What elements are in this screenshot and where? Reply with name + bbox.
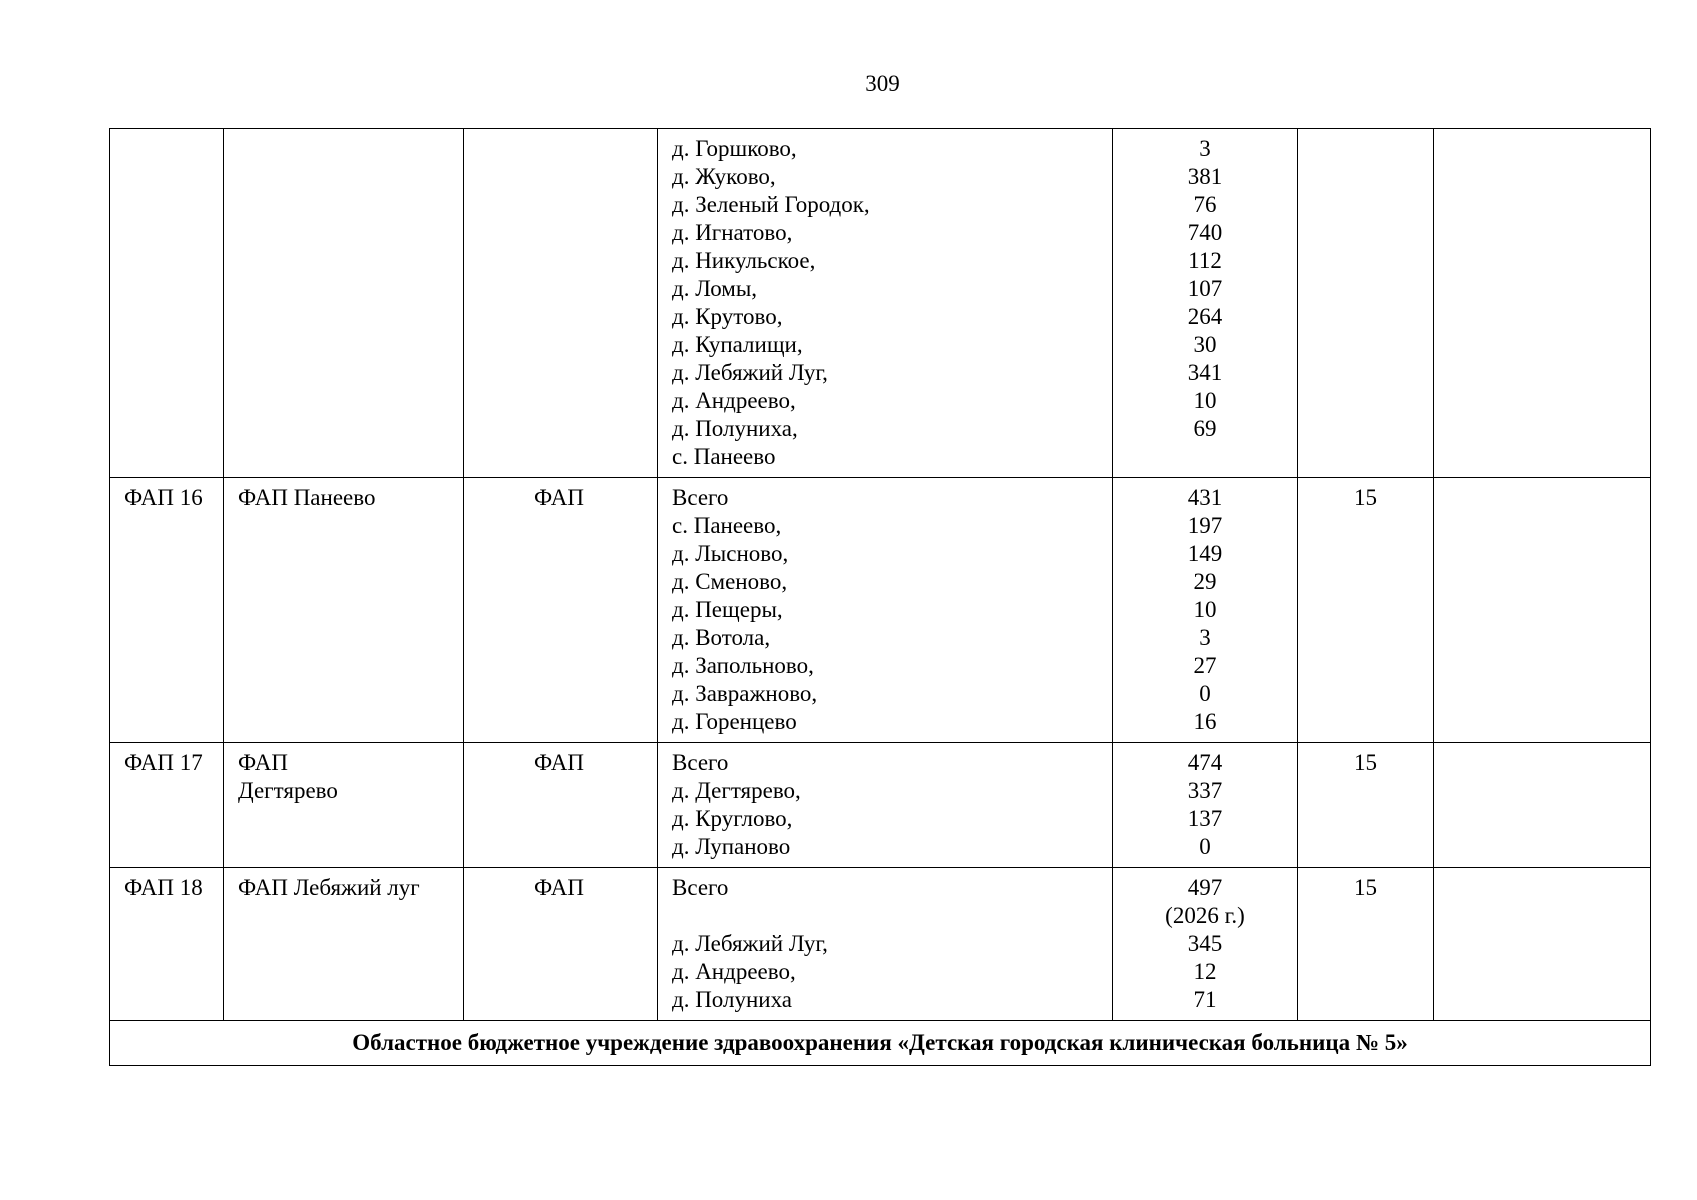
- notes-cell: [1434, 743, 1651, 868]
- settlement-name: [672, 902, 1112, 930]
- population-value: 10: [1193, 597, 1217, 622]
- settlement-name: д. Горшково,: [672, 136, 797, 161]
- settlement-name: с. Панеево,: [672, 513, 782, 538]
- settlement-name: д. Горенцево: [672, 709, 797, 734]
- notes-cell: [1434, 129, 1651, 478]
- table-row: [110, 478, 1651, 743]
- settlements-cell: [658, 743, 1113, 868]
- radius-cell: 15: [1298, 743, 1434, 868]
- facility-name-line: ФАП Панеево: [238, 485, 376, 510]
- facility-code-cell: ФАП 16: [110, 478, 224, 743]
- settlement-name: д. Лебяжий Луг,: [672, 360, 828, 385]
- table-row: [110, 868, 1651, 1021]
- organization-name: Областное бюджетное учреждение здравоохранения «Детская городская клиническая больница № 5»: [110, 1021, 1651, 1066]
- settlement-name: Всего: [672, 750, 729, 775]
- population-value: 0: [1199, 681, 1211, 706]
- table-row: [110, 743, 1651, 868]
- settlement-name: д. Игнатово,: [672, 220, 793, 245]
- population-value: [1113, 443, 1297, 471]
- facilities-table: [109, 128, 1651, 1066]
- facility-name-line: ФАП Лебяжий луг: [238, 875, 420, 900]
- settlements-cell: [658, 868, 1113, 1021]
- table-body: [110, 129, 1651, 1021]
- facility-name-line: ФАП: [238, 750, 288, 775]
- settlement-name: д. Андреево,: [672, 388, 796, 413]
- settlement-name: д. Круглово,: [672, 806, 793, 831]
- radius-cell: [1298, 129, 1434, 478]
- settlement-name: д. Купалищи,: [672, 332, 803, 357]
- population-value: 341: [1187, 360, 1223, 385]
- radius-cell: 15: [1298, 868, 1434, 1021]
- population-value: 3: [1199, 625, 1211, 650]
- population-value: 381: [1187, 164, 1223, 189]
- facility-code-cell: ФАП 18: [110, 868, 224, 1021]
- settlement-name: д. Лупаново: [672, 834, 791, 859]
- population-value: 76: [1193, 192, 1217, 217]
- population-value: 497: [1187, 875, 1223, 900]
- settlement-name: д. Запольново,: [672, 653, 814, 678]
- settlement-name: д. Андреево,: [672, 959, 796, 984]
- organization-row: [110, 1021, 1651, 1066]
- population-value: (2026 г.): [1165, 903, 1245, 928]
- population-value: 112: [1188, 248, 1222, 273]
- population-value: 10: [1193, 388, 1217, 413]
- facility-type-cell: [464, 129, 658, 478]
- population-value: 3: [1199, 136, 1211, 161]
- settlement-name: д. Лысново,: [672, 541, 789, 566]
- population-value: 29: [1193, 569, 1217, 594]
- population-value: 197: [1187, 513, 1223, 538]
- settlement-name: Всего: [672, 485, 729, 510]
- population-cell: [1113, 743, 1298, 868]
- population-value: 264: [1187, 304, 1223, 329]
- facility-name-cell: [224, 129, 464, 478]
- settlement-name: д. Никульское,: [672, 248, 816, 273]
- settlement-name: д. Зеленый Городок,: [672, 192, 870, 217]
- table-row: [110, 129, 1651, 478]
- settlement-name: с. Панеево: [672, 444, 776, 469]
- notes-cell: [1434, 478, 1651, 743]
- settlement-name: д. Полуниха: [672, 987, 793, 1012]
- population-value: 149: [1187, 541, 1223, 566]
- facility-code-cell: [110, 129, 224, 478]
- population-value: 0: [1199, 834, 1211, 859]
- population-cell: [1113, 129, 1298, 478]
- population-value: 71: [1193, 987, 1217, 1012]
- population-cell: [1113, 868, 1298, 1021]
- population-value: 137: [1187, 806, 1223, 831]
- population-value: 474: [1187, 750, 1223, 775]
- facility-type-cell: ФАП: [464, 868, 658, 1021]
- population-cell: [1113, 478, 1298, 743]
- population-value: 740: [1187, 220, 1223, 245]
- notes-cell: [1434, 868, 1651, 1021]
- settlement-name: д. Вотола,: [672, 625, 771, 650]
- population-value: 27: [1193, 653, 1217, 678]
- settlement-name: д. Сменово,: [672, 569, 788, 594]
- settlements-cell: [658, 478, 1113, 743]
- population-value: 30: [1193, 332, 1217, 357]
- facility-name-cell: [224, 868, 464, 1021]
- facility-type-cell: ФАП: [464, 478, 658, 743]
- settlement-name: д. Жуково,: [672, 164, 776, 189]
- population-value: 337: [1187, 778, 1223, 803]
- population-value: 16: [1193, 709, 1217, 734]
- population-value: 12: [1193, 959, 1217, 984]
- settlement-name: д. Ломы,: [672, 276, 758, 301]
- settlement-name: д. Дегтярево,: [672, 778, 801, 803]
- radius-cell: 15: [1298, 478, 1434, 743]
- facility-type-cell: ФАП: [464, 743, 658, 868]
- facility-name-cell: [224, 478, 464, 743]
- settlement-name: д. Полуниха,: [672, 416, 798, 441]
- settlement-name: д. Крутово,: [672, 304, 783, 329]
- page-number: 309: [865, 71, 900, 96]
- population-value: 69: [1193, 416, 1217, 441]
- population-value: 431: [1187, 485, 1223, 510]
- facility-name-line: Дегтярево: [238, 778, 338, 803]
- settlement-name: д. Лебяжий Луг,: [672, 931, 828, 956]
- facility-code-cell: ФАП 17: [110, 743, 224, 868]
- facility-name-cell: [224, 743, 464, 868]
- settlements-cell: [658, 129, 1113, 478]
- settlement-name: д. Завражново,: [672, 681, 818, 706]
- settlement-name: д. Пещеры,: [672, 597, 783, 622]
- population-value: 345: [1187, 931, 1223, 956]
- settlement-name: Всего: [672, 875, 729, 900]
- population-value: 107: [1187, 276, 1223, 301]
